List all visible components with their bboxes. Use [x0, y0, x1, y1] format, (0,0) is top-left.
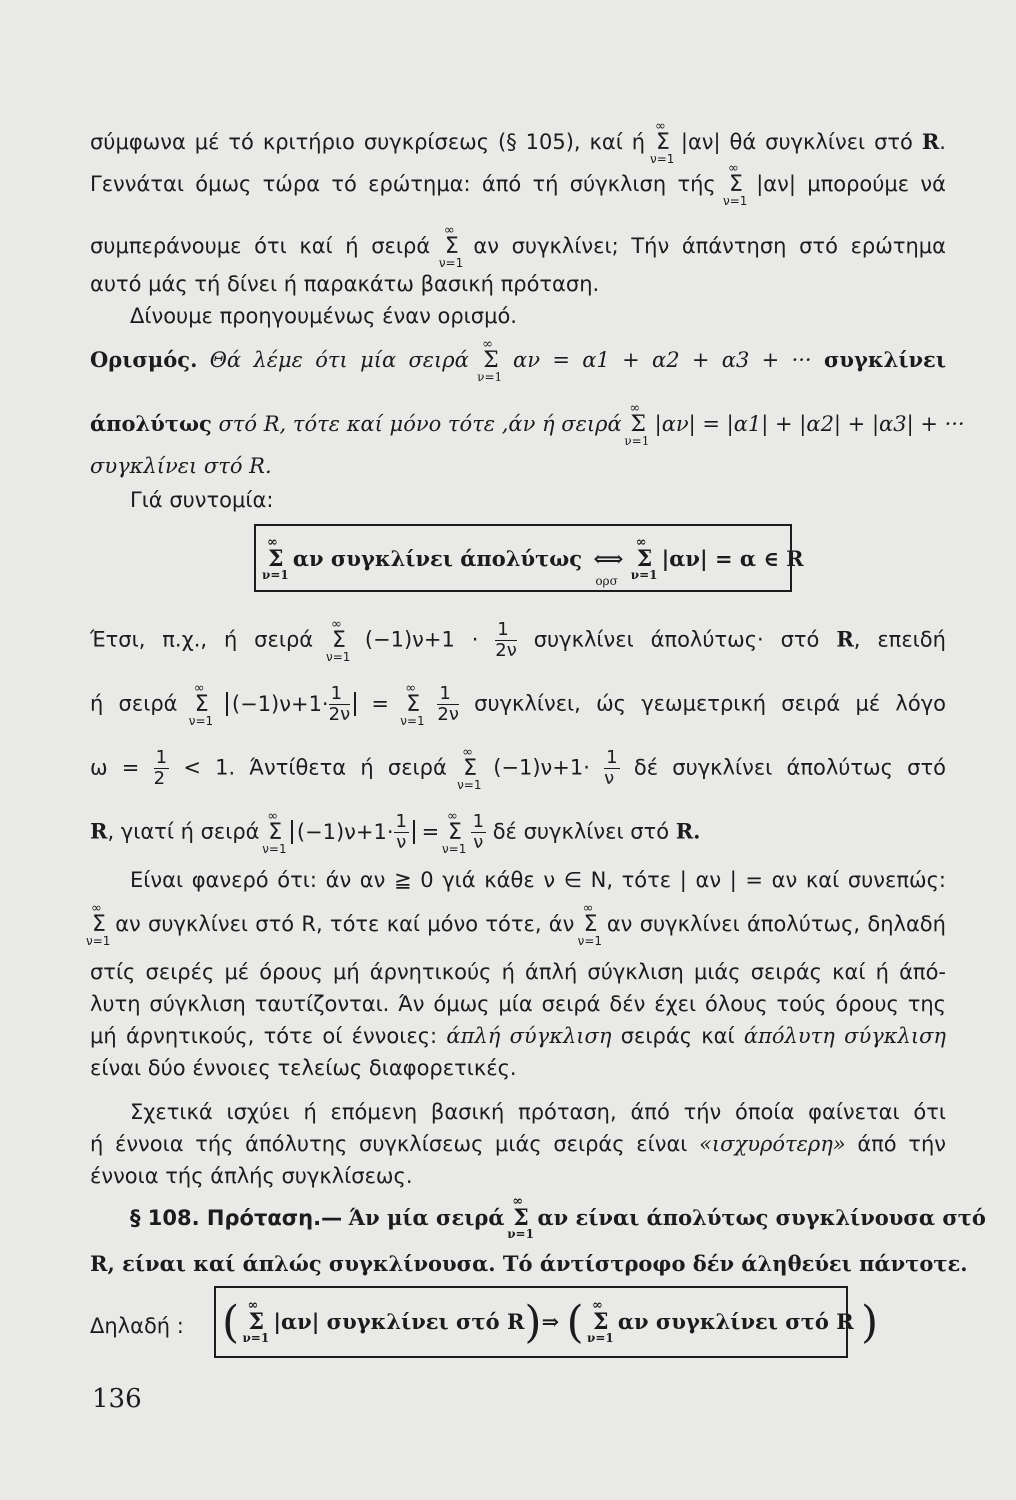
example-line-1: Έτσι, π.χ., ή σειρά ∞ Σ ν=1 (−1)ν+1 · $\frac{1}{2\nu}$ συγκλίνει άπολύτως· στό R, επειδή	[90, 616, 946, 664]
equivalence-formula: ∞ Σ ν=1 αν συγκλίνει άπολύτως ⟺ ορσ ∞ Σ ν=1 |αν| = α ∈ R	[262, 535, 804, 588]
p2-line-1: Είναι φανερό ότι: άν αν ≧ 0 γιά κάθε ν ∈ N, τότε | αν | = αν καί συνεπώς:	[130, 868, 946, 892]
p2-line-6: είναι δύο έννοιες τελείως διαφορετικές.	[90, 1056, 517, 1080]
definition-line-2: άπολύτως στό R, τότε καί μόνο τότε ,άν ή σειρά ∞ Σ ν=1 |αν| = |α1| + |α2| + |α3| + ···	[90, 401, 965, 448]
example-line-4: R, γιατί ή σειρά ∞ Σ ν=1 (−1)ν+1· $\frac{1}{\nu}$ = ∞ Σ ν=1 $\frac{1}{\nu}$ δέ συγκλίνει στό R.	[90, 808, 701, 856]
sum-symbol: ∞ Σ ν=1	[188, 680, 214, 728]
fraction: $\frac{1}{\nu}$	[472, 811, 485, 853]
sum-symbol: ∞ Σ ν=1	[723, 161, 748, 208]
sum-symbol: ∞ Σ ν=1	[400, 680, 425, 728]
fraction: $\frac{1}{2\nu}$	[328, 683, 351, 725]
definition-short-label: Γιά συντομία:	[130, 488, 274, 512]
fraction: $\frac{1}{2}$	[153, 747, 168, 789]
sum-symbol: ∞ Σ ν=1	[242, 1298, 270, 1345]
sum-symbol: ∞ Σ ν=1	[624, 401, 650, 448]
p1-line-2: Γεννάται όμως τώρα τό ερώτημα: άπό τή σύγκλιση τής ∞ Σ ν=1 |αν| μπορούμε νά	[90, 161, 946, 208]
p3-line-2: ή έννοια τής άπόλυτης συγκλίσεως μιάς σειράς είναι «ισχυρότερη» άπό τήν	[90, 1132, 946, 1156]
implication-formula: ( ∞ Σ ν=1 |αν| συγκλίνει στό R)⇒ ( ∞ Σ ν=1 αν συγκλίνει στό R )	[222, 1297, 879, 1348]
sum-symbol: ∞ Σ ν=1	[587, 1298, 614, 1345]
example-line-2: ή σειρά ∞ Σ ν=1 (−1)ν+1· $\frac{1}{2\nu}$ = ∞ Σ ν=1 $\frac{1}{2\nu}$ συγκλίνει, ώς γεωμετρική σειρά μέ λόγο	[90, 680, 946, 728]
p1-line-4: αυτό μάς τή δίνει ή παρακάτω βασική πρόταση.	[90, 272, 600, 296]
p2-line-5: μή άρνητικούς, τότε οί έννοιες: άπλή σύγκλιση σειράς καί άπόλυτη σύγκλιση	[90, 1024, 946, 1048]
sum-symbol: ∞ Σ ν=1	[457, 744, 482, 792]
sum-symbol: ∞ Σ ν=1	[262, 808, 287, 856]
p3-line-3: έννοια τής άπλής συγκλίσεως.	[90, 1164, 413, 1188]
fraction: $\frac{1}{2\nu}$	[437, 683, 459, 725]
p3-line-1: Σχετικά ισχύει ή επόμενη βασική πρόταση, άπό τήν όποία φαίνεται ότι	[130, 1100, 946, 1124]
sum-symbol: ∞ Σ ν=1	[577, 901, 603, 948]
sum-symbol: ∞ Σ ν=1	[86, 901, 111, 948]
p1-line-3: συμπεράνουμε ότι καί ή σειρά ∞ Σ ν=1 αν συγκλίνει; Τήν άπάντηση στό ερώτημα	[90, 223, 946, 270]
prop108-line-2: R, είναι καί άπλώς συγκλίνουσα. Τό άντίστροφο δέν άληθεύει πάντοτε.	[90, 1251, 968, 1276]
p1-line-1: σύμφωνα μέ τό κριτήριο συγκρίσεως (§ 105), καί ή ∞ Σ ν=1 |αν| θά συγκλίνει στό R.	[90, 119, 946, 166]
fraction: $\frac{1}{2\nu}$	[495, 619, 517, 661]
sum-symbol: ∞ Σ ν=1	[477, 337, 503, 384]
p1-line-5: Δίνουμε προηγουμένως έναν ορισμό.	[130, 304, 517, 328]
p2-line-2: ∞ Σ ν=1 αν συγκλίνει στό R, τότε καί μόνο τότε, άν ∞ Σ ν=1 αν συγκλίνει άπολύτως, δηλαδή	[86, 901, 946, 948]
fraction: $\frac{1}{\nu}$	[395, 811, 407, 853]
sum-symbol: ∞ Σ ν=1	[630, 535, 658, 582]
p2-line-3: στίς σειρές μέ όρους μή άρνητικούς ή άπλή σύγκλιση μιάς σειράς καί ή άπό-	[90, 960, 946, 984]
definition-line-1: Ορισμός. Θά λέμε ότι μία σειρά ∞ Σ ν=1 αν = α1 + α2 + α3 + ··· συγκλίνει	[90, 337, 946, 384]
sum-symbol: ∞ Σ ν=1	[262, 535, 289, 582]
fraction: $\frac{1}{\nu}$	[604, 747, 618, 789]
sum-symbol: ∞ Σ ν=1	[441, 808, 467, 856]
example-line-3: ω = $\frac{1}{2}$ < 1. Άντίθετα ή σειρά ∞ Σ ν=1 (−1)ν+1· $\frac{1}{\nu}$ δέ συγκλίνει άπολύτως στό	[90, 744, 946, 792]
sum-symbol: ∞ Σ ν=1	[326, 616, 351, 664]
sum-symbol: ∞ Σ ν=1	[507, 1194, 534, 1241]
p2-line-4: λυτη σύγκλιση ταυτίζονται. Άν όμως μία σειρά δέν έχει όλους τούς όρους της	[90, 992, 946, 1016]
prop108-label: Δηλαδή :	[90, 1314, 184, 1338]
definition-line-3: συγκλίνει στό R.	[90, 454, 272, 478]
sum-symbol: ∞ Σ ν=1	[438, 223, 464, 270]
sum-symbol: ∞ Σ ν=1	[650, 119, 675, 166]
page-number: 136	[92, 1384, 142, 1414]
prop108-line-1: § 108. Πρόταση.— Άν μία σειρά ∞ Σ ν=1 αν είναι άπολύτως συγκλίνουσα στό	[130, 1194, 986, 1241]
